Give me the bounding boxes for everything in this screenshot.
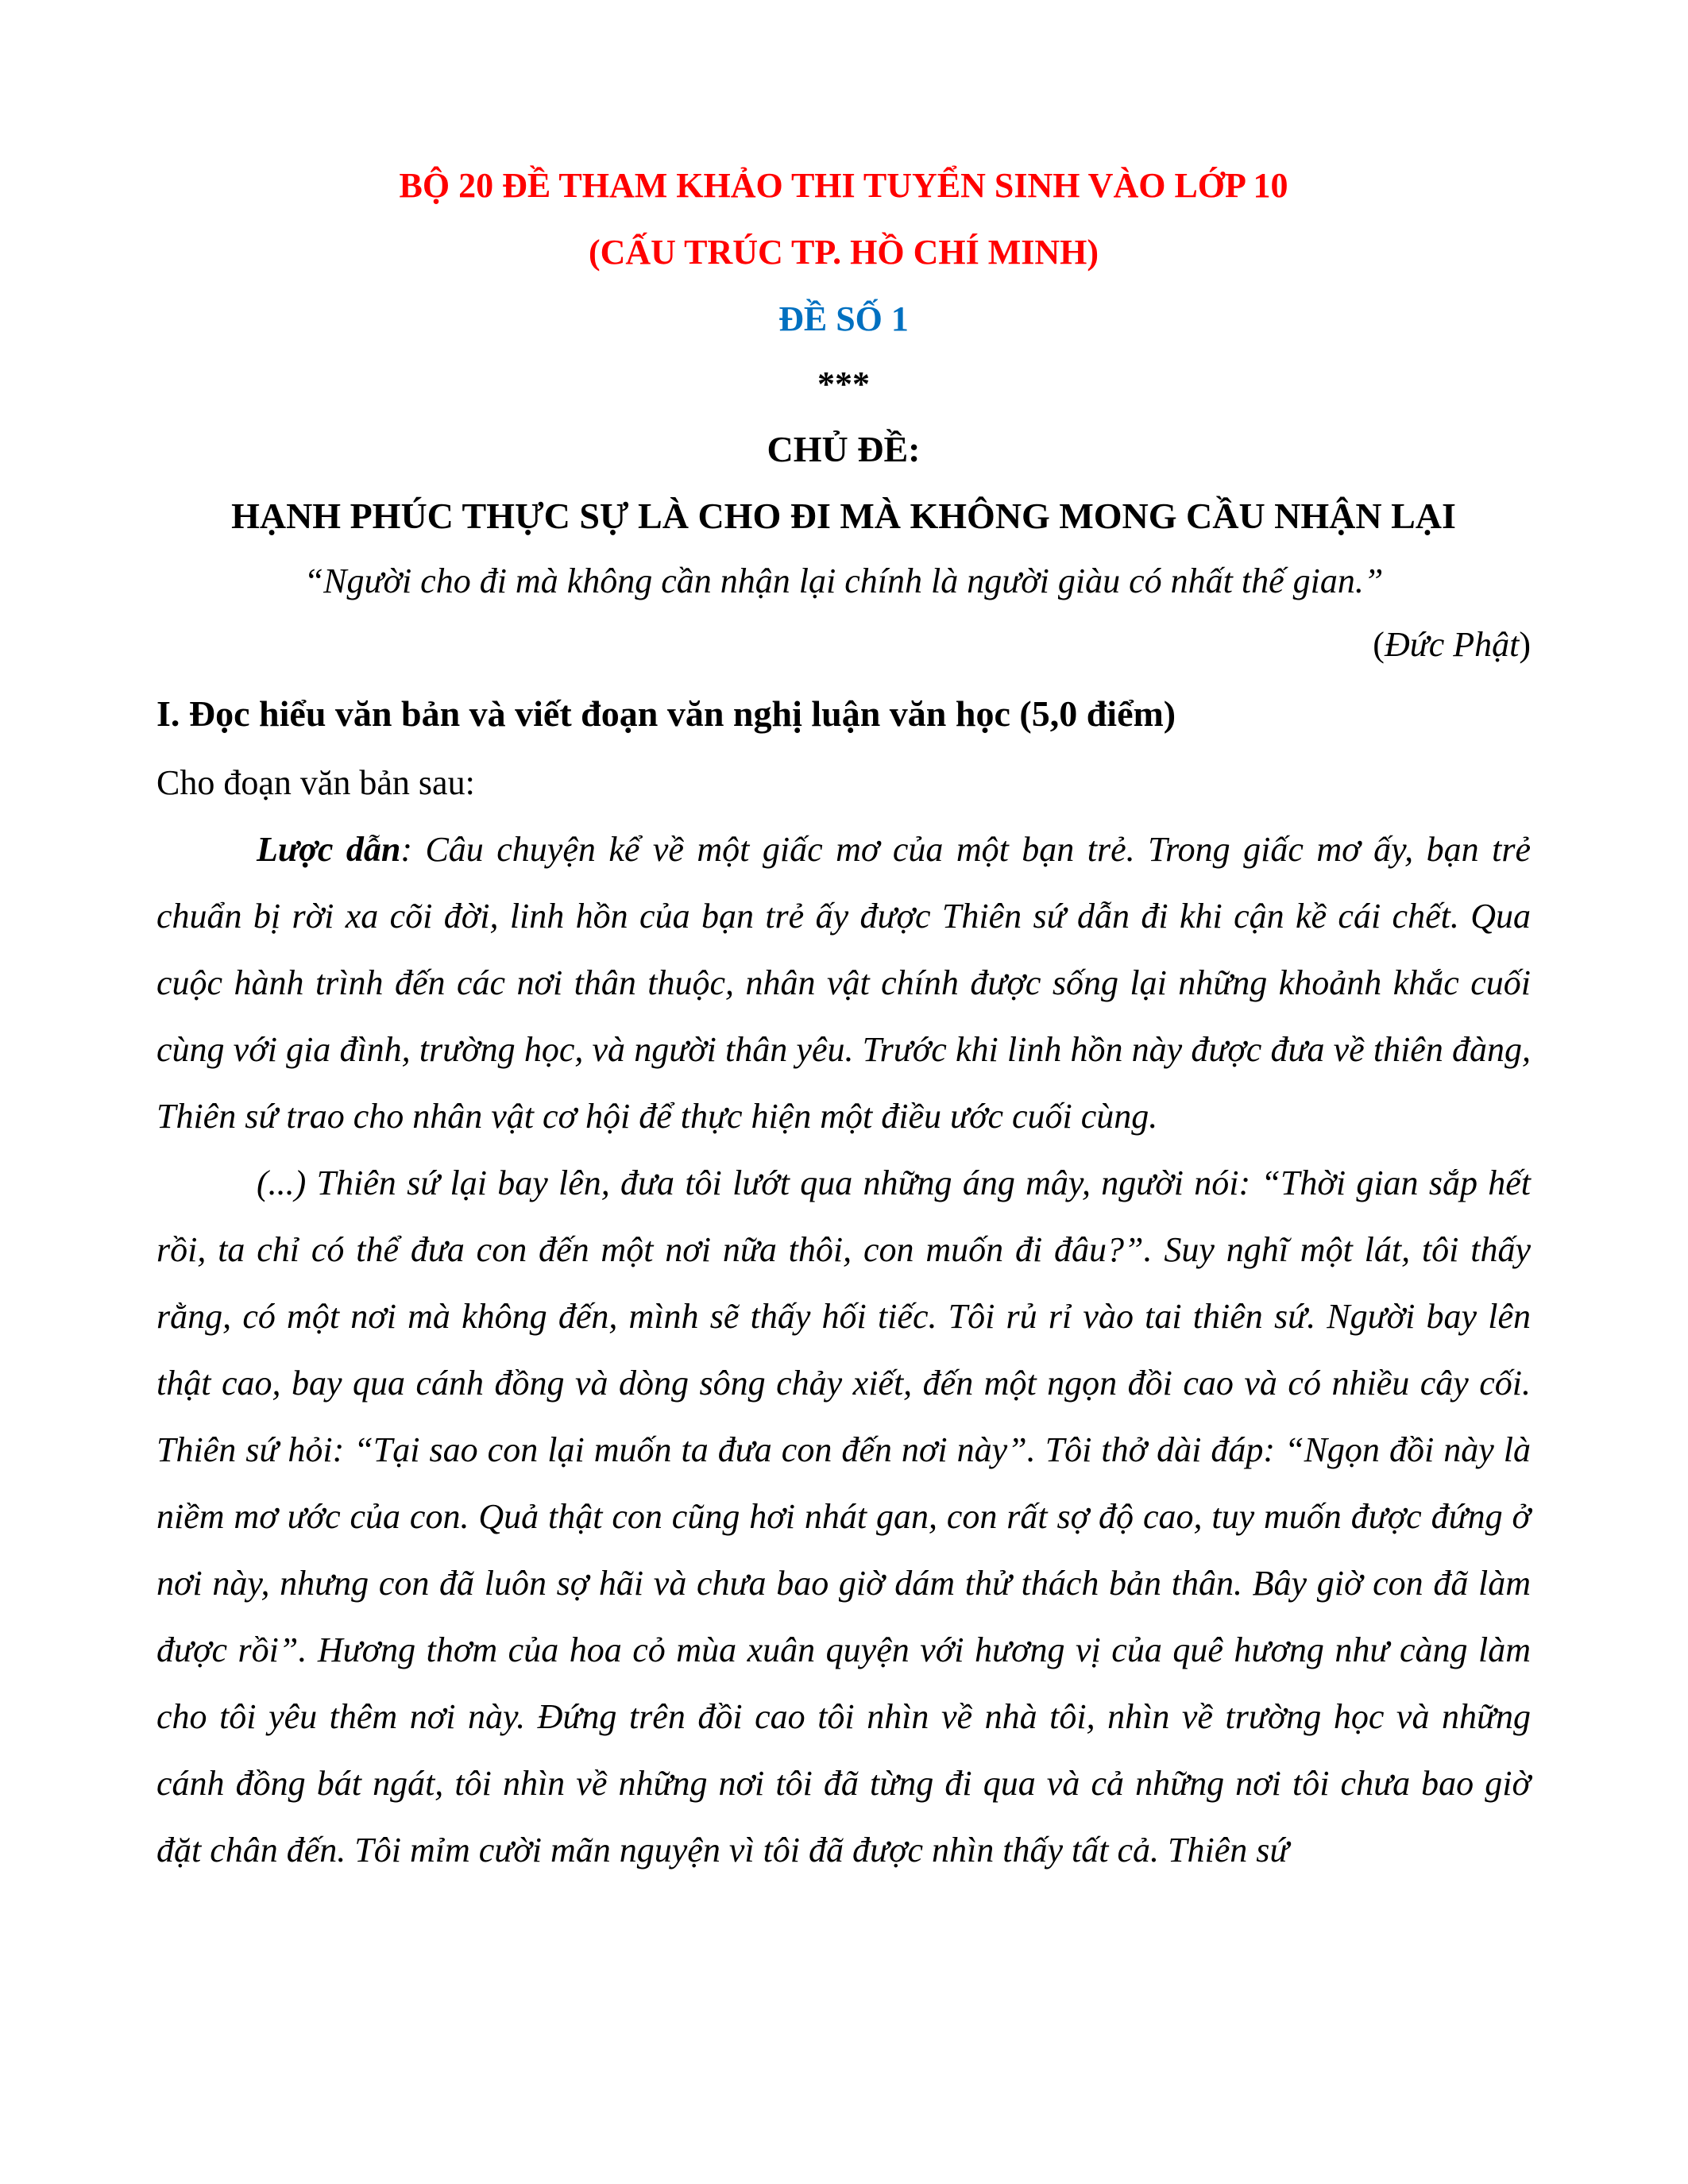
epigraph-source-open: ( xyxy=(1373,625,1385,664)
passage-summary xyxy=(156,816,1531,1150)
document-page xyxy=(156,152,1531,1884)
epigraph-source-close: ) xyxy=(1519,625,1531,664)
topic-label: CHỦ ĐỀ: xyxy=(767,429,921,469)
document-title: BỘ 20 ĐỀ THAM KHẢO THI TUYỂN SINH VÀO LỚP 10 xyxy=(399,166,1288,205)
document-subtitle: (CẤU TRÚC TP. HỒ CHÍ MINH) xyxy=(588,233,1099,272)
passage-body: (...) Thiên sứ lại bay lên, đưa tôi lướt qua những áng mây, người nói: “Thời gian sắp hết rồi, ta chỉ có thể đưa con đến một nơi nữa thôi, con muốn đi đâu?”. Suy nghĩ một lát, tôi thấy rằng, có một nơi mà không đến, mình sẽ thấy hối tiếc. Tôi rủ rỉ vào tai thiên sứ. Người bay lên thật cao, bay qua cánh đồng và dòng sông chảy xiết, đến một ngọn đồi cao và có nhiều cây cối. Thiên sứ hỏi: “Tại sao con lại muốn ta đưa con đến nơi này”. Tôi thở dài đáp: “Ngọn đồi này là niềm mơ ước của con. Quả thật con cũng hơi nhát gan, con rất sợ độ cao, tuy muốn được đứng ở nơi này, nhưng con đã luôn sợ hãi và chưa bao giờ dám thử thách bản thân. Bây giờ con đã làm được rồi”. Hương thơm của hoa cỏ mùa xuân quyện với hương vị của quê hương như càng làm cho tôi yêu thêm nơi này. Đứng trên đồi cao tôi nhìn về nhà tôi, nhìn về trường học và những cánh đồng bát ngát, tôi nhìn về những nơi tôi đã từng đi qua và cả những nơi tôi chưa bao giờ đặt chân đến. Tôi mỉm cười mãn nguyện vì tôi đã được nhìn thấy tất cả. Thiên sứ xyxy=(156,1163,1531,1870)
summary-label: Lược dẫn xyxy=(257,830,401,869)
section-heading: I. Đọc hiểu văn bản và viết đoạn văn nghị luận văn học (5,0 điểm) xyxy=(156,693,1176,734)
topic-heading: HẠNH PHÚC THỰC SỰ LÀ CHO ĐI MÀ KHÔNG MONG CẦU NHẬN LẠI xyxy=(231,496,1456,536)
separator: *** xyxy=(817,365,870,403)
epigraph-quote: “Người cho đi mà không cần nhận lại chính là người giàu có nhất thế gian.” xyxy=(303,561,1384,600)
epigraph-source xyxy=(156,613,1531,677)
summary-text: : Câu chuyện kể về một giấc mơ của một bạn trẻ. Trong giấc mơ ấy, bạn trẻ chuẩn bị rời xa cõi đời, linh hồn của bạn trẻ ấy được Thiên sứ dẫn đi khi cận kề cái chết. Qua cuộc hành trình đến các nơi thân thuộc, nhân vật chính được sống lại những khoảnh khắc cuối cùng với gia đình, trường học, và người thân yêu. Trước khi linh hồn này được đưa về thiên đàng, Thiên sứ trao cho nhân vật cơ hội để thực hiện một điều ước cuối cùng. xyxy=(156,830,1531,1136)
epigraph-source-name: Đức Phật xyxy=(1384,625,1520,664)
section-intro: Cho đoạn văn bản sau: xyxy=(156,763,475,802)
exam-number: ĐỀ SỐ 1 xyxy=(778,299,909,338)
